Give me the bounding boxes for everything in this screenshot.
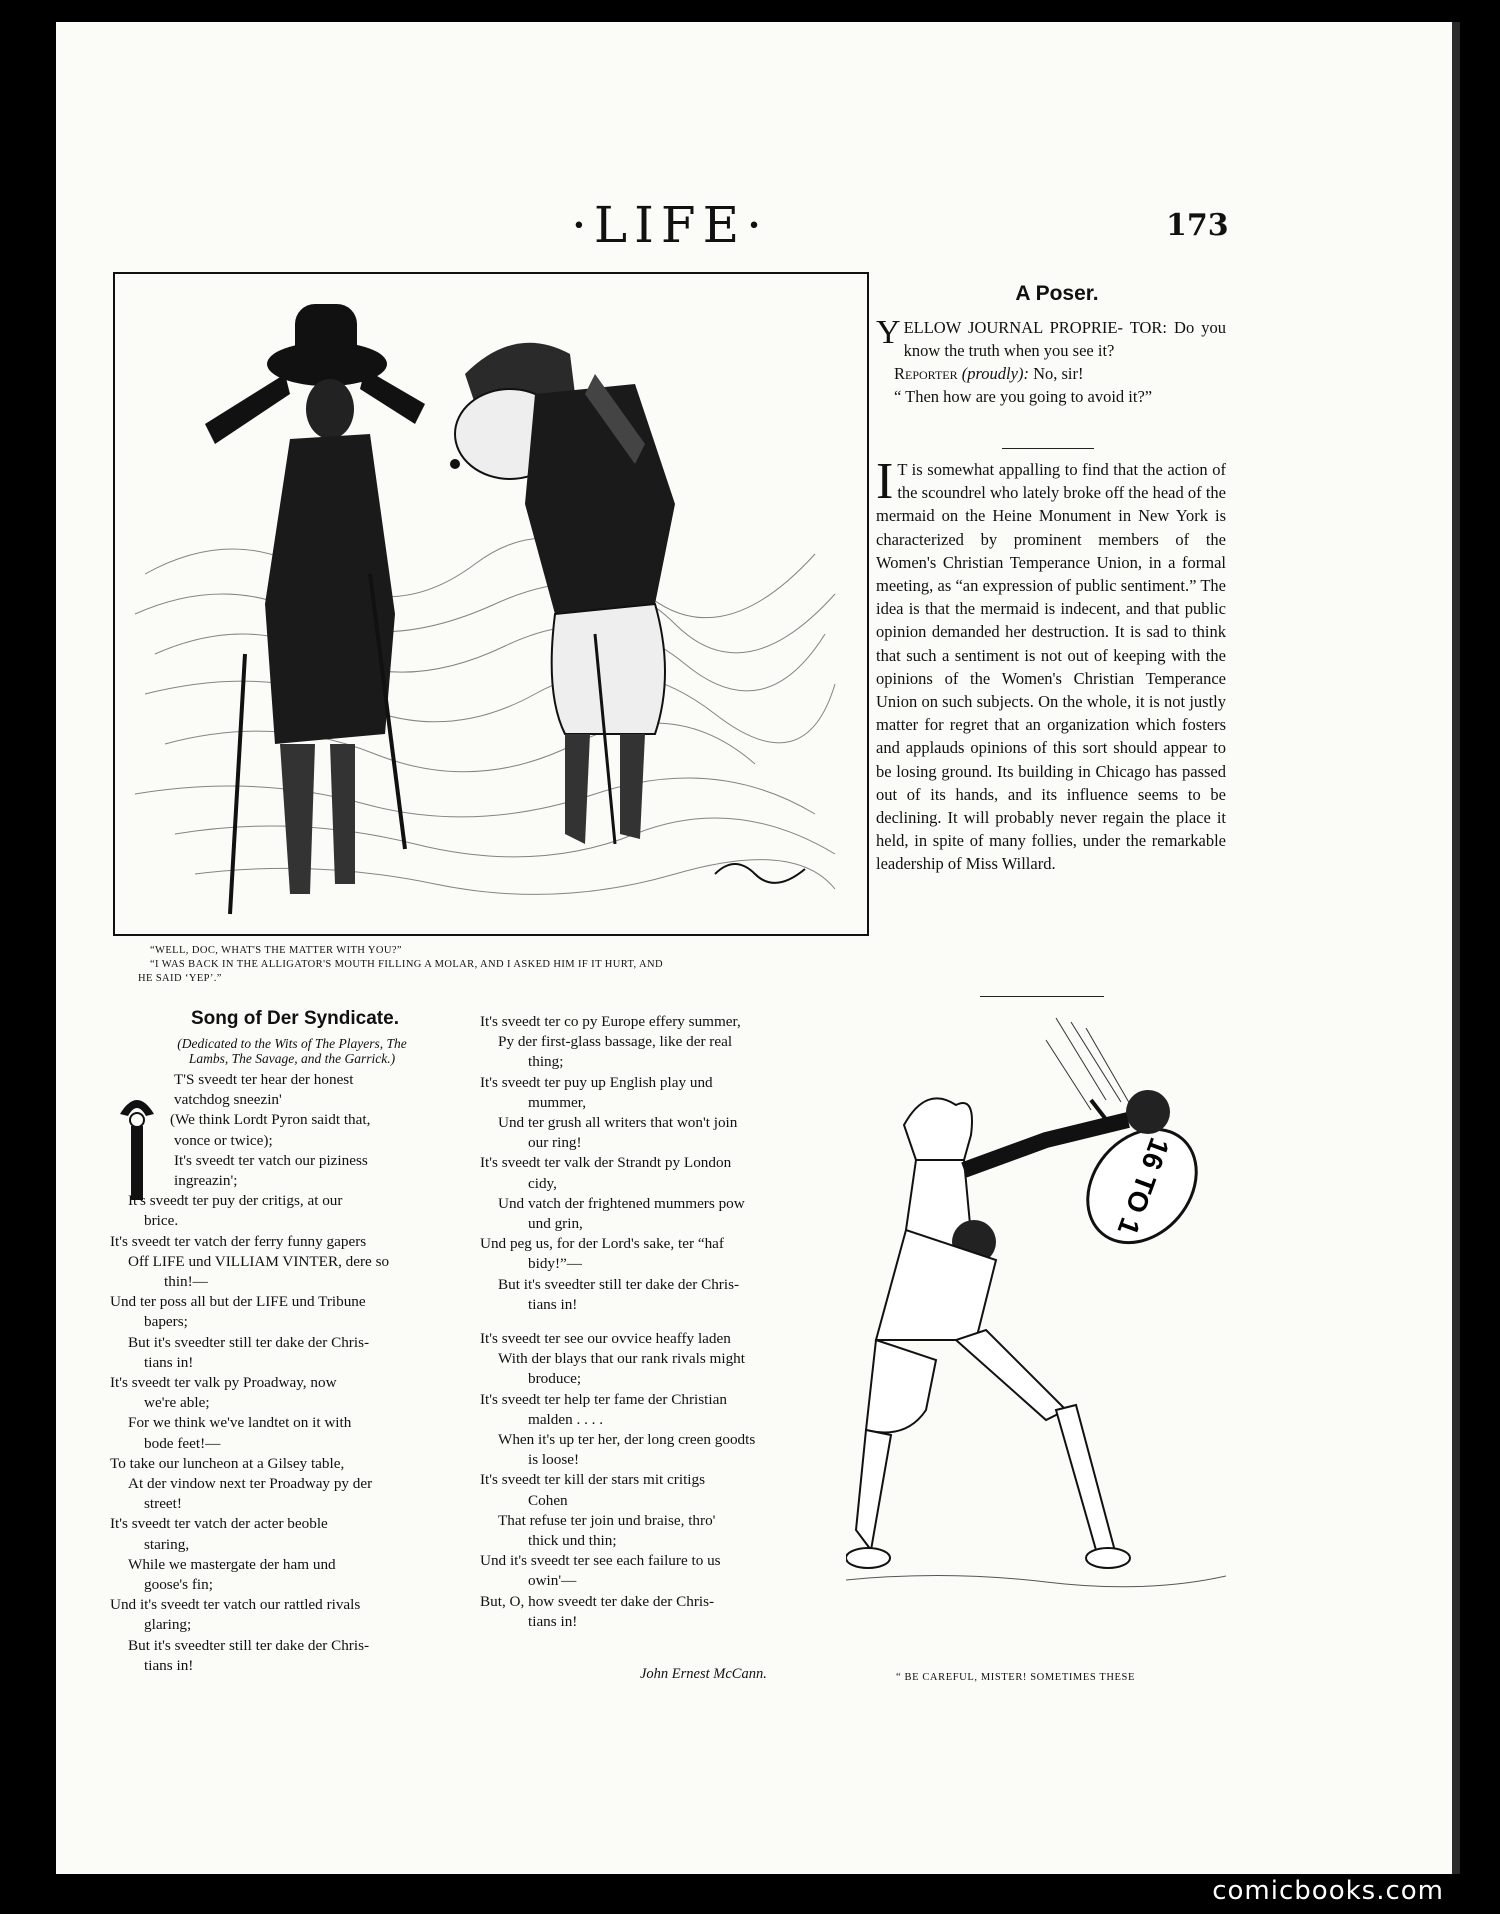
verse-line: thick und thin;: [528, 1532, 617, 1550]
verse-line: It's sveedt ter see our ovvice heaffy laden: [480, 1330, 731, 1348]
verse-line: malden . . . .: [528, 1410, 604, 1428]
verse-line: Und ter grush all writers that won't join: [498, 1114, 738, 1132]
verse-line: (We think Lordt Pyron saidt that,: [170, 1111, 371, 1129]
verse-line: is loose!: [528, 1451, 580, 1469]
song-column-1: [110, 1070, 465, 1676]
verse-line: thing;: [528, 1053, 564, 1071]
verse-line: Cohen: [528, 1491, 568, 1509]
verse-line: staring,: [144, 1535, 190, 1553]
ball-label: 16 TO 1: [1111, 1133, 1176, 1240]
dedication-line: (Dedicated to the Wits of The Players, The: [177, 1036, 407, 1051]
verse-line: That refuse ter join und braise, thro': [498, 1511, 716, 1529]
verse-line: thin!—: [164, 1273, 208, 1291]
verse-line: T'S sveedt ter hear der honest: [174, 1071, 354, 1088]
verse-line: vatchdog sneezin': [174, 1091, 282, 1109]
verse-line: cidy,: [528, 1174, 557, 1192]
poser-title: A Poser.: [1015, 282, 1099, 305]
verse-line: Und it's sveedt ter see each failure to us: [480, 1552, 721, 1570]
site-watermark: comicbooks.com: [1212, 1876, 1444, 1906]
verse-line: It's sveedt ter help ter fame der Christian: [480, 1390, 727, 1408]
divider-rule: [980, 996, 1104, 997]
verse-line: we're able;: [144, 1394, 210, 1412]
verse-line: bidy!”—: [528, 1255, 582, 1273]
editorial-body: T is somewhat appalling to find that the action of the scoundrel who lately broke off the head of the mermaid on the Heine Monument in New York is characterized by prominent members of the Women's Christian Temperance Union, in a formal meeting, as “an expression of public sentiment.” The idea is that the mermaid is indecent, and that public opinion demanded her destruction. It is sad to think that such a sentiment is not out of keeping with the opinions of the Women's Christian Temperance Union on such subjects. On the whole, it is not justly matter for regret that an organization which fosters and applauds opinions of this sort should appear to be losing ground. Its building in Chicago has passed out of its hands, and its influence seems to be declining. It will probably never regain the place it held, in spite of many follies, under the remarkable leadership of Miss Willard.: [876, 460, 1226, 874]
verse-line: tians in!: [528, 1612, 578, 1630]
verse-line: Und ter poss all but der LIFE und Tribune: [110, 1293, 366, 1311]
verse-line: It's sveedt ter puy up English play und: [480, 1073, 713, 1091]
verse-line: Und peg us, for der Lord's sake, ter “haf: [480, 1235, 724, 1253]
verse-line: goose's fin;: [144, 1576, 213, 1594]
song-dedication: [112, 1036, 472, 1066]
verse-line: broduce;: [528, 1370, 582, 1388]
verse-line: It's sveedt ter vatch der ferry funny gapers: [110, 1232, 367, 1250]
drop-cap: I: [876, 453, 894, 510]
cartoon-illustration: [113, 272, 869, 936]
doctor-figure: [450, 343, 675, 844]
cartoon-drawing: [115, 274, 867, 934]
dedication-line: Lambs, The Savage, and the Garrick.): [188, 1051, 396, 1066]
motion-lines: [1046, 1018, 1131, 1110]
verse-line: But it's sveedter still ter dake der Chris-: [498, 1275, 740, 1293]
boxer-caption: “ BE CAREFUL, MISTER! SOMETIMES THESE: [896, 1672, 1136, 1683]
verse-line: But, O, how sveedt ter dake der Chris-: [480, 1592, 715, 1610]
verse-line: Off LIFE und VILLIAM VINTER, dere so: [128, 1252, 390, 1270]
stanza-gap: [480, 1315, 830, 1329]
verse-line: Py der first-glass bassage, like der real: [498, 1033, 733, 1051]
verse-line: It's sveedt ter co py Europe effery summer,: [480, 1013, 741, 1030]
verse-line: When it's up ter her, der long creen goodts: [498, 1431, 756, 1449]
verse-line: It's sveedt ter vatch our piziness: [174, 1151, 368, 1169]
verse-line: owin'—: [528, 1572, 577, 1590]
verse-line: Und it's sveedt ter vatch our rattled rivals: [110, 1596, 361, 1614]
verse-line: brice.: [144, 1212, 179, 1230]
woman-figure: [205, 304, 425, 914]
poser-speaker: Reporter: [894, 364, 958, 383]
page-spine: [1452, 22, 1460, 1874]
masthead-title: ·LIFE·: [571, 196, 769, 254]
verse-line: tians in!: [144, 1656, 194, 1674]
caption-line: HE SAID ‘YEP’.”: [138, 973, 222, 984]
page-number: 173: [1166, 208, 1229, 243]
verse-line: It's sveedt ter vatch der acter beoble: [110, 1515, 328, 1533]
verse-line: It's sveedt ter valk der Strandt py London: [480, 1154, 732, 1172]
verse-line: und grin,: [528, 1215, 583, 1233]
poser-article: [876, 316, 1226, 408]
verse-line: ingreazin';: [174, 1172, 238, 1190]
poser-line: ELLOW JOURNAL PROPRIE-: [903, 318, 1123, 337]
poser-aside: (proudly):: [961, 364, 1029, 383]
verse-line: To take our luncheon at a Gilsey table,: [110, 1454, 345, 1472]
verse-line: Und vatch der frightened mummers pow: [498, 1194, 745, 1212]
divider-rule: [1002, 448, 1094, 449]
verse-line: our ring!: [528, 1134, 582, 1152]
verse-line: bode feet!—: [144, 1434, 221, 1452]
verse-line: tians in!: [144, 1353, 194, 1371]
editorial-article: [876, 453, 1226, 876]
verse-line: mummer,: [528, 1093, 587, 1111]
boxer-cartoon: [846, 1010, 1226, 1670]
verse-line: It's sveedt ter puy der critigs, at our: [128, 1192, 343, 1210]
verse-line: But it's sveedter still ter dake der Chris-: [128, 1636, 370, 1654]
caption-line: “WELL, DOC, WHAT'S THE MATTER WITH YOU?”: [150, 945, 402, 956]
verse-line: While we mastergate der ham und: [128, 1555, 336, 1573]
verse-line: With der blays that our rank rivals might: [498, 1350, 745, 1368]
verse-line: But it's sveedter still ter dake der Chris-: [128, 1333, 370, 1351]
song-title: Song of Der Syndicate.: [191, 1008, 399, 1029]
verse-line: At der vindow next ter Proadway py der: [128, 1475, 373, 1493]
verse-line: vonce or twice);: [174, 1131, 273, 1149]
verse-line: street!: [144, 1495, 182, 1513]
song-author: John Ernest McCann.: [640, 1666, 767, 1682]
song-column-2: [480, 1012, 830, 1632]
artist-signature: [715, 864, 805, 883]
verse-line: For we think we've landtet on it with: [128, 1414, 352, 1432]
ground-line: [846, 1575, 1226, 1586]
poser-lead-letter: Y: [876, 314, 901, 351]
verse-line: It's sveedt ter kill der stars mit critigs: [480, 1471, 706, 1489]
verse-line: It's sveedt ter valk py Proadway, now: [110, 1374, 337, 1392]
cartoon-caption: [138, 944, 868, 986]
poser-line: TOR: Do you know the truth when you see it?: [903, 318, 1227, 360]
caption-line: “I WAS BACK IN THE ALLIGATOR'S MOUTH FILLING A MOLAR, AND I ASKED HIM IF IT HURT, AND: [150, 959, 663, 970]
poser-line: “ Then how are you going to avoid it?”: [894, 387, 1153, 406]
verse-line: glaring;: [144, 1616, 192, 1634]
poser-line: No, sir!: [1033, 364, 1084, 383]
verse-line: tians in!: [528, 1295, 578, 1313]
verse-line: bapers;: [144, 1313, 188, 1331]
